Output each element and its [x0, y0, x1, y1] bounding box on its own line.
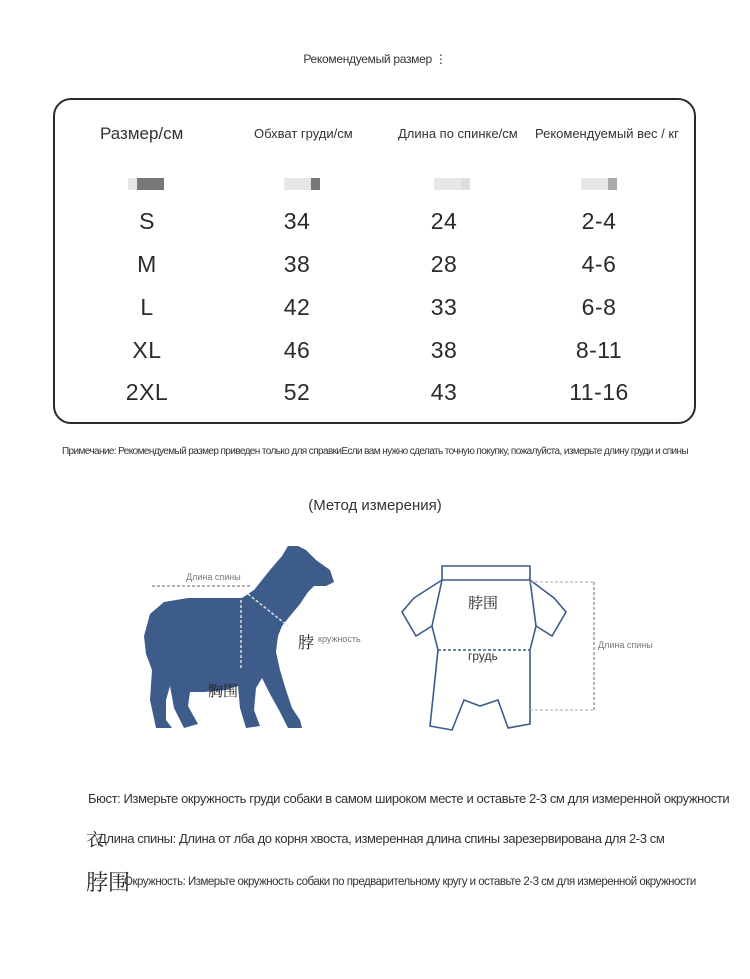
table-cell: 46 — [283, 337, 311, 363]
header-chest: Обхват груди/см — [254, 126, 353, 141]
header-weight: Рекомендуемый вес / кг — [535, 126, 679, 141]
clothes-illustration — [398, 560, 638, 740]
dog-back-length-label: Длина спины — [186, 572, 241, 582]
blur-artifact — [581, 178, 617, 192]
blur-artifact — [128, 178, 164, 192]
clothes-chest-label: грудь — [468, 649, 498, 663]
clothes-back-length-label: Длина спины — [598, 640, 653, 650]
dog-chest-label: 胸围 — [208, 683, 239, 700]
table-cell: 11-16 — [569, 379, 629, 405]
desc-neck: Окружность: Измерьте окружность собаки по предварительному кругу и оставьте 2-3 см для измеренной окружности — [124, 876, 696, 888]
table-cell: M — [137, 251, 157, 277]
blur-artifact — [434, 178, 470, 192]
table-cell: 6-8 — [581, 294, 617, 320]
table-cell: 34 — [283, 208, 311, 234]
header-size: Размер/см — [100, 124, 184, 143]
desc-back: Длина спины: Длина от лба до корня хвоста, измеренная длина спины зарезервирована для 2-3 см — [98, 831, 665, 846]
table-cell: 33 — [430, 294, 458, 320]
page-title: Рекомендуемый размер ⋮ — [303, 52, 447, 66]
table-cell: XL — [132, 337, 162, 363]
desc-bust: Бюст: Измерьте окружность груди собаки в самом широком месте и оставьте 2-3 см для измеренной окружности — [88, 791, 730, 806]
table-cell: 2XL — [125, 379, 169, 405]
dog-neck-label: 脖 — [298, 635, 315, 652]
clothes-neck-label: 脖围 — [468, 595, 499, 612]
table-cell: L — [140, 294, 154, 320]
table-cell: 4-6 — [581, 251, 617, 277]
table-cell: 38 — [283, 251, 311, 277]
table-cell: 28 — [430, 251, 458, 277]
table-cell: 42 — [283, 294, 311, 320]
method-title: (Метод измерения) — [308, 497, 442, 514]
desc-neck-prefix: 脖围 — [86, 870, 131, 895]
table-cell: 52 — [283, 379, 311, 405]
table-cell: S — [139, 208, 155, 234]
header-back: Длина по спинке/см — [398, 126, 518, 141]
table-cell: 43 — [430, 379, 458, 405]
table-cell: 8-11 — [575, 337, 623, 363]
table-cell: 2-4 — [581, 208, 617, 234]
dog-neck-small-label: кружность — [318, 634, 361, 644]
table-cell: 38 — [430, 337, 458, 363]
desc-back-prefix: 衣 — [86, 830, 104, 850]
blur-artifact — [284, 178, 320, 192]
note-text: Примечание: Рекомендуемый размер приведен только для справкиЕсли вам нужно сделать точную покупку, пожалуйста, измерьте длину груди и спины — [61, 446, 689, 457]
table-cell: 24 — [430, 208, 458, 234]
